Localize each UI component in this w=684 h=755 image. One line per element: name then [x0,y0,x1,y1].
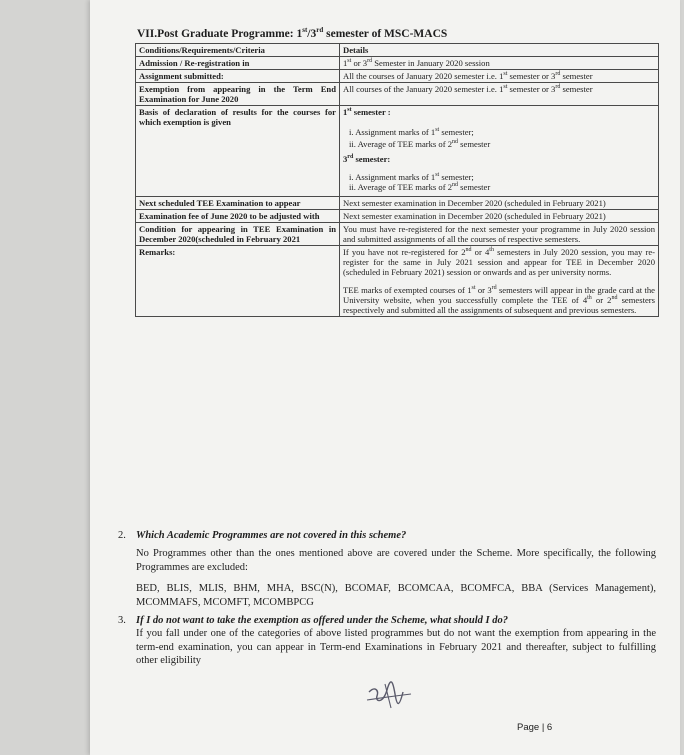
basis-h1-sup: st [347,107,352,114]
page-number: Page | 6 [517,722,553,733]
header-criteria: Conditions/Requirements/Criteria [136,44,340,57]
question-3-text: If I do not want to take the exemption as offered under the Scheme, what should I do? [136,615,509,626]
remarks-p2-b: or 3 [475,285,492,295]
assignment-value-a: All the courses of January 2020 semester i.e. 1 [343,71,504,81]
basis-j2: ii. Average of TEE marks of 2 [349,182,453,192]
table-row-assignment [136,70,659,83]
table-row-remarks [136,246,659,317]
basis-third-semester-heading [343,154,655,164]
table-row-admission [136,57,659,70]
signature-stroke-1 [369,682,403,704]
basis-value [340,106,659,197]
basis-first-semester-heading [343,107,655,117]
remarks-p2-d: or 2 [591,295,612,305]
remarks-p2-sup2: rd [491,285,497,292]
basis-h1-rest: semester : [351,107,391,117]
assignment-value-b: semester or 3 [507,71,556,81]
heading-sup-st: st [302,26,308,35]
assignment-value-c: semester [560,71,593,81]
question-2-text: Which Academic Programmes are not covered in this scheme? [136,530,407,541]
basis-h1: 1 [343,107,348,117]
remarks-p2-c: semesters will appear in the grade card at the University website, when you successfully complete the TEE of 4 [343,285,655,305]
question-2-number: 2. [118,530,126,541]
basis-item-j1 [343,172,655,182]
remarks-p1-a: If you have not re-registered for 2 [343,247,466,257]
basis-j2-sup: nd [452,182,459,189]
admission-value-c: Semester in January 2020 session [372,58,490,68]
remarks-label: Remarks: [136,246,340,317]
admission-value-a: 1 [343,58,348,68]
basis-i1: i. Assignment marks of 1 [349,127,436,137]
table-row-next-tee [136,197,659,210]
admission-value-b: or 3 [351,58,368,68]
remarks-paragraph-2 [343,285,655,315]
basis-j1-sup: st [435,172,440,179]
basis-j1: i. Assignment marks of 1 [349,172,436,182]
basis-i2: ii. Average of TEE marks of 2 [349,139,453,149]
assignment-value [340,70,659,83]
admission-sup-b: rd [367,58,373,65]
next-tee-value: Next semester examination in December 2020 (scheduled in February 2021) [340,197,659,210]
excluded-programmes-list: BED, BLIS, MLIS, BHM, MHA, BSC(N), BCOMAF, BCOMCAA, BCOMFCA, BBA (Services Management), MCOMMAFS, MCOMFT, MCOMBPCG [136,583,656,608]
basis-label: Basis of declaration of results for the courses for which exemption is given [136,106,340,197]
heading-mid: /3 [307,28,317,40]
admission-value [340,57,659,70]
question-3 [118,614,658,628]
basis-item-i2 [343,139,655,149]
document-page [90,0,680,755]
basis-j2-rest: semester [458,182,491,192]
remarks-p2-a: TEE marks of exempted courses of 1 [343,285,472,295]
remarks-p2-e: semesters respectively and submitted all the assignments of subsequent and previous semesters. [343,295,655,315]
basis-i2-sup: nd [452,139,459,146]
remarks-p2-sup4: nd [611,295,618,302]
exemption-value-b: semester or 3 [507,84,556,94]
exemption-value [340,83,659,106]
admission-label: Admission / Re-registration in [136,57,340,70]
next-tee-label: Next scheduled TEE Examination to appear [136,197,340,210]
question-2-answer: No Programmes other than the ones mentioned above are covered under the Scheme. More specifically, the following Programmes are excluded: [136,548,656,573]
remarks-p1-sup2: th [489,247,494,254]
table-row-exemption [136,83,659,106]
remarks-p2-sup3: th [587,295,592,302]
section-heading [137,28,447,40]
question-2 [118,529,658,543]
remarks-p1-c: semesters in July 2020 session, you may re-register for the same in July 2021 session and appear for TEE in December 2020 (scheduled in February 2021) session or onwards and as per university norms. [343,247,656,277]
table-header-row [136,44,659,57]
fee-value: Next semester examination in December 2020 (scheduled in February 2021) [340,210,659,223]
condition-value: You must have re-registered for the next semester your programme in July 2020 session and submitted assignments of all the courses of respective semesters. [340,223,659,246]
assignment-label: Assignment submitted: [136,70,340,83]
remarks-p2-sup1: st [471,285,476,292]
exemption-label: Exemption from appearing in the Term End Examination for June 2020 [136,83,340,106]
basis-h2-sup: rd [347,154,354,161]
remarks-p1-b: or 4 [471,247,490,257]
remarks-value [340,246,659,317]
table-row-fee [136,210,659,223]
exemption-value-a: All courses of the January 2020 semester i.e. 1 [343,84,504,94]
question-3-number: 3. [118,615,126,626]
assignment-sup-a: st [503,71,508,78]
remarks-p1-sup1: nd [465,247,472,254]
exemption-value-c: semester [560,84,593,94]
basis-item-i1 [343,127,655,137]
table-row-basis [136,106,659,197]
heading-prefix: VII.Post Graduate Programme: 1 [137,28,303,40]
basis-h2: 3 [343,154,348,164]
fee-label: Examination fee of June 2020 to be adjusted with [136,210,340,223]
exemption-sup-b: rd [555,84,561,91]
basis-i1-sup: st [435,127,440,134]
heading-sup-rd: rd [316,26,324,35]
basis-item-j2 [343,182,655,195]
header-details: Details [340,44,659,57]
signature-mark [365,678,415,714]
condition-label: Condition for appearing in TEE Examination in December 2020(scheduled in February 2021 [136,223,340,246]
basis-h2-rest: semester: [353,154,391,164]
basis-i2-rest: semester [458,139,491,149]
table-row-condition [136,223,659,246]
scheme-table [135,43,659,317]
basis-i1-rest: semester; [439,127,474,137]
admission-sup-a: st [347,58,352,65]
remarks-paragraph-1 [343,247,655,277]
heading-suffix: semester of MSC-MACS [323,28,448,40]
question-3-answer: If you fall under one of the categories of above listed programmes but do not want the exemption from appearing in the term-end examination, you can appear in Term-end Examinations in February 2021 and thereafter, subject to fulfilling other eligibility [136,628,656,666]
basis-j1-rest: semester; [439,172,474,182]
assignment-sup-b: rd [555,71,561,78]
exemption-sup-a: st [503,84,508,91]
